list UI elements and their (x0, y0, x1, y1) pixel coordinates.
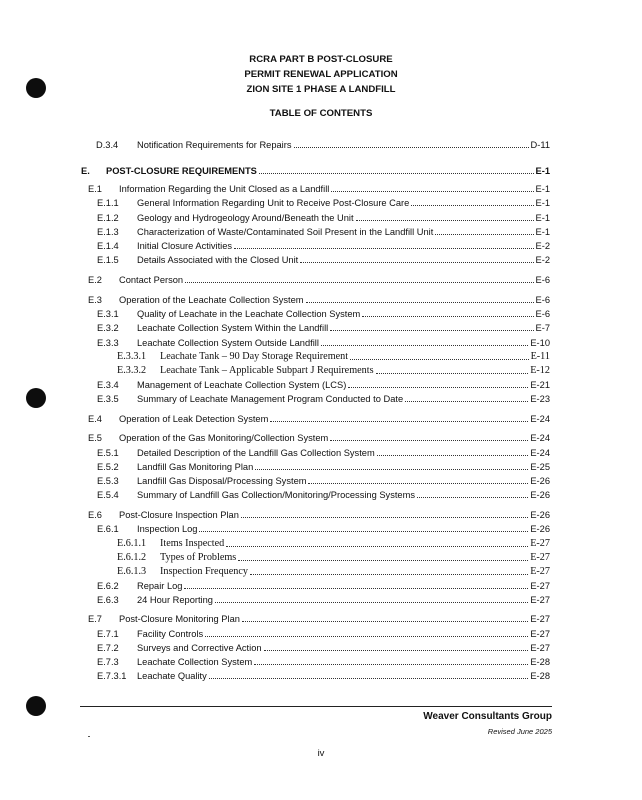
toc-entry-number: E.6.1.3 (117, 566, 147, 577)
toc-entry-leader (356, 220, 534, 221)
toc-entry-title: Repair Log (137, 581, 183, 591)
toc-entry-page: D-11 (530, 140, 550, 150)
toc-entry-page: E-12 (530, 365, 550, 376)
toc-entry[interactable] (97, 655, 550, 668)
toc-entry[interactable] (97, 579, 550, 592)
toc-entry-title: Inspection Log (137, 524, 198, 534)
toc-entry-title: Information Regarding the Unit Closed as a Landfill (119, 184, 330, 194)
toc-entry-leader (234, 248, 534, 249)
toc-title: TABLE OF CONTENTS (269, 108, 373, 119)
toc-entry[interactable] (97, 239, 550, 252)
toc-entry-page: E-26 (530, 524, 550, 534)
toc-entry[interactable] (97, 641, 550, 654)
toc-entry-number: E.6.1.1 (117, 538, 147, 549)
toc-entry-leader (321, 345, 528, 346)
toc-entry[interactable] (117, 364, 550, 377)
toc-entry-leader (254, 664, 528, 665)
toc-entry-leader (264, 650, 528, 651)
toc-entry-page: E-28 (530, 671, 550, 681)
toc-entry-number: E.3.2 (97, 323, 119, 333)
toc-entry-title: Facility Controls (137, 629, 204, 639)
toc-entry[interactable] (117, 551, 550, 564)
toc-entry-title: Landfill Gas Disposal/Processing System (137, 476, 307, 486)
toc-entry-title: POST-CLOSURE REQUIREMENTS (106, 166, 257, 176)
toc-entry-title: Characterization of Waste/Contaminated Soil Present in the Landfill Unit (137, 227, 434, 237)
toc-entry-number: E.5.4 (97, 490, 119, 500)
toc-entry[interactable] (97, 307, 550, 320)
toc-entry[interactable] (97, 474, 550, 487)
toc-entry-title: Leachate Collection System Outside Landfill (137, 338, 319, 348)
toc-entry-number: E.7 (88, 614, 102, 624)
toc-entry-leader (300, 262, 534, 263)
toc-entry-leader (250, 574, 528, 575)
toc-entry-number: E.3.5 (97, 394, 119, 404)
toc-entry-leader (306, 302, 534, 303)
toc-entry-page: E-2 (535, 241, 550, 251)
toc-entry-number: E.7.1 (97, 629, 119, 639)
toc-entry-leader (348, 387, 528, 388)
toc-entry-number: E.5 (88, 433, 102, 443)
toc-entry[interactable] (97, 669, 550, 682)
toc-entry-title: Leachate Tank – 90 Day Storage Requirement (160, 351, 349, 362)
toc-entry-title: Detailed Description of the Landfill Gas Collection System (137, 448, 375, 458)
toc-entry[interactable] (88, 431, 550, 444)
toc-entry-title: Operation of Leak Detection System (119, 414, 269, 424)
toc-entry-page: E-1 (535, 184, 550, 194)
footer-divider (80, 706, 552, 707)
header-line-1: RCRA PART B POST-CLOSURE (249, 54, 393, 65)
toc-entry-title: Items Inspected (160, 538, 225, 549)
toc-entry-leader (435, 234, 534, 235)
toc-entry-number: E.6.1.2 (117, 552, 147, 563)
toc-entry-number: E.3.4 (97, 380, 119, 390)
toc-entry[interactable] (88, 273, 550, 286)
toc-entry[interactable] (97, 196, 550, 209)
toc-entry-title: Leachate Quality (137, 671, 207, 681)
toc-entry-page: E-21 (530, 380, 550, 390)
toc-entry[interactable] (97, 321, 550, 334)
toc-entry-title: Surveys and Corrective Action (137, 643, 262, 653)
toc-entry-number: E.5.1 (97, 448, 119, 458)
toc-entry-number: E.1.5 (97, 255, 119, 265)
toc-entry-leader (294, 147, 529, 148)
toc-entry-page: E-25 (530, 462, 550, 472)
toc-entry-title: Summary of Leachate Management Program Conducted to Date (137, 394, 404, 404)
toc-entry-page: E-1 (535, 213, 550, 223)
toc-entry[interactable] (117, 537, 550, 550)
toc-entry-leader (330, 330, 534, 331)
toc-entry-title: Operation of the Gas Monitoring/Collection System (119, 433, 329, 443)
toc-entry[interactable] (97, 336, 550, 349)
toc-entry-page: E-26 (530, 490, 550, 500)
toc-entry-page: E-1 (535, 198, 550, 208)
toc-entry-title: 24 Hour Reporting (137, 595, 213, 605)
toc-entry-page: E-27 (530, 629, 550, 639)
toc-entry[interactable] (97, 253, 550, 266)
toc-entry-page: E-27 (530, 643, 550, 653)
toc-entry[interactable] (88, 293, 550, 306)
toc-entry-title: Leachate Collection System (137, 657, 253, 667)
toc-entry-page: E-11 (530, 351, 550, 362)
toc-entry-title: Quality of Leachate in the Leachate Collection System (137, 309, 361, 319)
footer-revised-date: Revised June 2025 (487, 727, 552, 736)
toc-entry-page: E-24 (530, 448, 550, 458)
toc-entry[interactable] (97, 522, 550, 535)
binder-hole-bottom (26, 696, 46, 716)
toc-entry-leader (241, 517, 528, 518)
toc-entry-number: E.3.3.2 (117, 365, 147, 376)
toc-entry-number: D.3.4 (96, 140, 119, 150)
toc-entry-leader (350, 359, 529, 360)
toc-entry[interactable] (88, 412, 550, 425)
toc-entry-leader (377, 455, 528, 456)
toc-entry-title: Inspection Frequency (160, 566, 248, 577)
toc-entry-title: Summary of Landfill Gas Collection/Monitoring/Processing Systems (137, 490, 415, 500)
toc-entry-page: E-26 (530, 510, 550, 520)
toc-entry-number: E.6.2 (97, 581, 119, 591)
toc-entry-title: General Information Regarding Unit to Receive Post-Closure Care (137, 198, 410, 208)
toc-entry-number: E.3 (88, 295, 102, 305)
toc-entry-leader (184, 588, 528, 589)
toc-entry-page: E-26 (530, 476, 550, 486)
toc-entry-leader (417, 497, 528, 498)
toc-entry-number: E.3.1 (97, 309, 119, 319)
toc-entry[interactable] (88, 612, 550, 625)
toc-entry-title: Initial Closure Activities (137, 241, 233, 251)
toc-entry[interactable] (97, 225, 550, 238)
toc-entry-leader (185, 282, 534, 283)
toc-entry-page: E-27 (530, 614, 550, 624)
toc-entry[interactable] (117, 565, 550, 578)
toc-entry-page: E-27 (530, 538, 550, 549)
toc-entry-leader (238, 560, 528, 561)
toc-entry-page: E-27 (530, 566, 550, 577)
toc-entry[interactable] (117, 350, 550, 363)
toc-entry-page: E-6 (535, 275, 550, 285)
toc-entry[interactable] (97, 392, 550, 405)
toc-entry-page: E-1 (535, 227, 550, 237)
toc-entry-title: Notification Requirements for Repairs (137, 140, 292, 150)
toc-entry-title: Operation of the Leachate Collection System (119, 295, 304, 305)
toc-entry-leader (199, 531, 528, 532)
toc-entry-page: E-24 (530, 433, 550, 443)
toc-entry-title: Details Associated with the Closed Unit (137, 255, 299, 265)
toc-entry-page: E-27 (530, 581, 550, 591)
toc-entry-title: Landfill Gas Monitoring Plan (137, 462, 254, 472)
toc-entry-leader (209, 678, 528, 679)
document-header (0, 52, 642, 97)
toc-entry-page: E-1 (535, 166, 550, 176)
toc-entry-leader (330, 440, 528, 441)
toc-entry[interactable] (88, 182, 550, 195)
toc-entry-number: E.4 (88, 414, 102, 424)
toc-entry-title: Types of Problems (160, 552, 237, 563)
toc-entry-title: Contact Person (119, 275, 184, 285)
toc-entry-leader (226, 546, 528, 547)
toc-entry-number: E.7.2 (97, 643, 119, 653)
toc-entry-number: E.1 (88, 184, 102, 194)
toc-entry-number: E.2 (88, 275, 102, 285)
toc-entry-number: E.3.3 (97, 338, 119, 348)
toc-entry-leader (255, 469, 528, 470)
toc-entry-page: E-10 (530, 338, 550, 348)
toc-entry[interactable] (97, 627, 550, 640)
header-line-2: PERMIT RENEWAL APPLICATION (244, 69, 398, 80)
toc-entry[interactable] (96, 138, 550, 151)
toc-entry-number: E.7.3 (97, 657, 119, 667)
scan-speck (88, 736, 90, 737)
toc-entry-number: E.1.1 (97, 198, 119, 208)
header-line-3: ZION SITE 1 PHASE A LANDFILL (246, 84, 396, 95)
footer-company: Weaver Consultants Group (423, 711, 552, 722)
toc-entry-leader (308, 483, 528, 484)
toc-entry-page: E-7 (535, 323, 550, 333)
toc-entry-title: Leachate Collection System Within the Landfill (137, 323, 329, 333)
toc-entry[interactable] (97, 488, 550, 501)
toc-entry[interactable] (81, 164, 550, 177)
page-number: iv (317, 748, 325, 759)
toc-entry[interactable] (97, 593, 550, 606)
toc-entry-page: E-2 (535, 255, 550, 265)
toc-entry-leader (259, 173, 534, 174)
toc-entry[interactable] (97, 211, 550, 224)
toc-entry-leader (376, 373, 528, 374)
toc-entry-leader (270, 421, 528, 422)
toc-entry-number: E.1.3 (97, 227, 119, 237)
toc-entry[interactable] (97, 378, 550, 391)
toc-entry-page: E-23 (530, 394, 550, 404)
toc-entry-number: E.1.4 (97, 241, 119, 251)
toc-entry-leader (405, 401, 528, 402)
toc-entry-number: E. (81, 166, 90, 176)
toc-entry-number: E.5.2 (97, 462, 119, 472)
toc-entry-leader (362, 316, 534, 317)
toc-entry-number: E.3.3.1 (117, 351, 147, 362)
toc-entry-page: E-28 (530, 657, 550, 667)
toc-entry-leader (331, 191, 534, 192)
toc-entry-page: E-24 (530, 414, 550, 424)
toc-entry-page: E-6 (535, 309, 550, 319)
toc-entry-leader (242, 621, 528, 622)
toc-entry-title: Post-Closure Inspection Plan (119, 510, 239, 520)
toc-entry-page: E-27 (530, 595, 550, 605)
toc-entry-number: E.1.2 (97, 213, 119, 223)
toc-entry[interactable] (97, 446, 550, 459)
toc-entry-number: E.6.1 (97, 524, 119, 534)
toc-entry-number: E.5.3 (97, 476, 119, 486)
toc-entry-title: Leachate Tank – Applicable Subpart J Requirements (160, 365, 374, 376)
toc-entry-page: E-6 (535, 295, 550, 305)
toc-entry[interactable] (88, 508, 550, 521)
toc-entry-number: E.7.3.1 (97, 671, 127, 681)
toc-entry-title: Geology and Hydrogeology Around/Beneath the Unit (137, 213, 354, 223)
toc-entry-leader (411, 205, 534, 206)
toc-entry-title: Management of Leachate Collection System (LCS) (137, 380, 347, 390)
toc-entry[interactable] (97, 460, 550, 473)
toc-entry-number: E.6 (88, 510, 102, 520)
binder-hole-middle (26, 388, 46, 408)
toc-entry-title: Post-Closure Monitoring Plan (119, 614, 240, 624)
toc-entry-number: E.6.3 (97, 595, 119, 605)
toc-entry-leader (215, 602, 528, 603)
toc-entry-leader (205, 636, 528, 637)
toc-entry-page: E-27 (530, 552, 550, 563)
